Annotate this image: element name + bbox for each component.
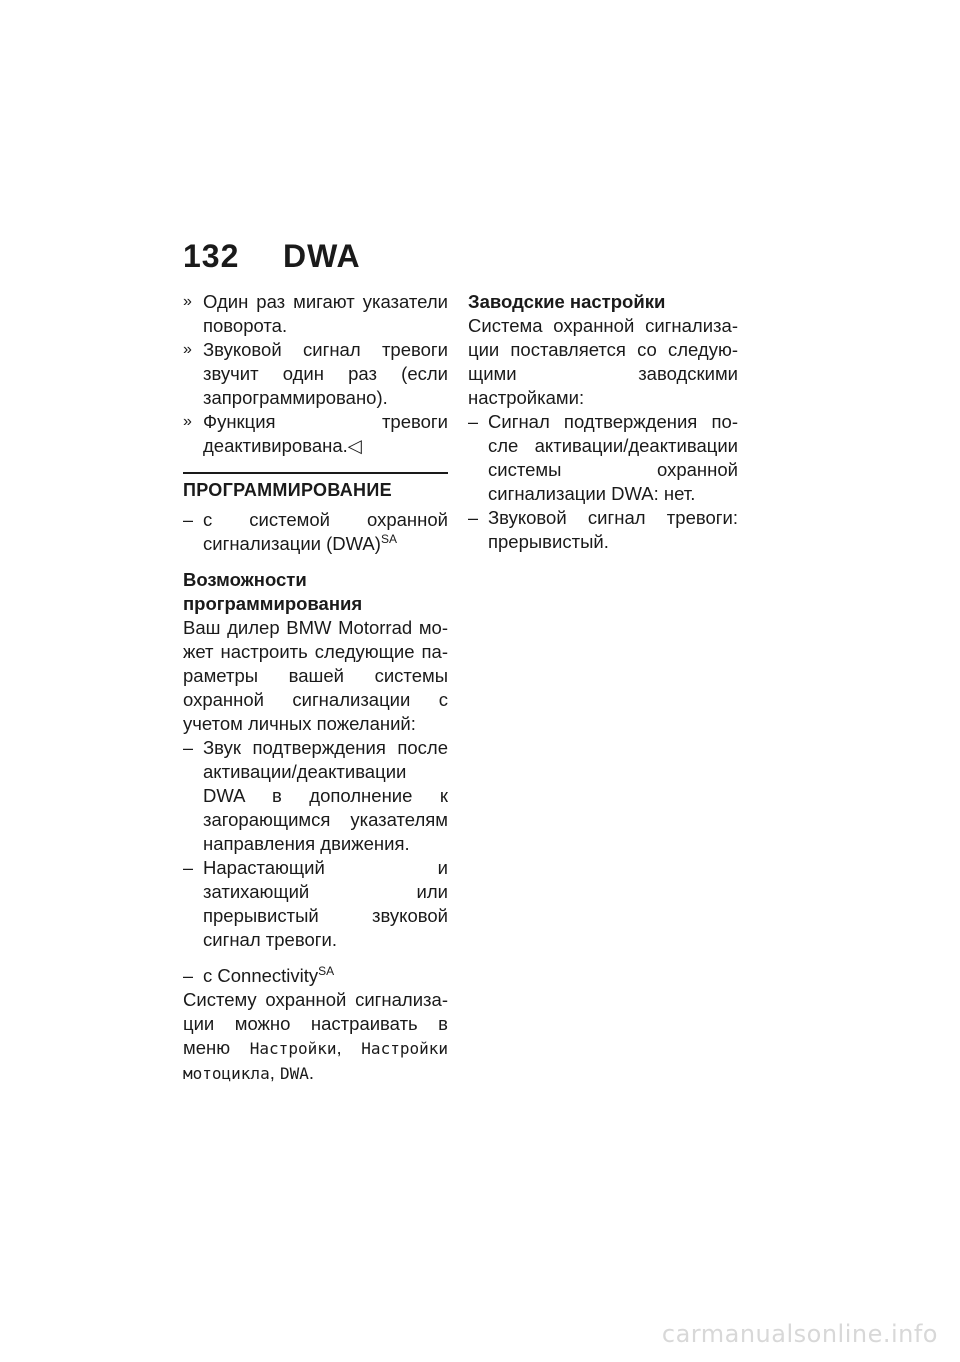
option-dwa	[183, 508, 448, 556]
result-marker: »	[183, 341, 192, 358]
menu-text: Систему охранной сигнализации можно настраивать в меню	[183, 989, 448, 1058]
result-text: Звуковой сигнал тревоги звучит один раз (если запрограммировано).	[203, 339, 448, 408]
sa-superscript: SA	[318, 963, 335, 978]
list-item-text: Звуковой сигнал тревоги: прерывистый.	[488, 507, 738, 552]
result-item	[183, 290, 448, 338]
subheading: Возможности программирования	[183, 569, 363, 614]
factory-intro: Система охранной сигнализации поставляется со следующими заводскими настройками:	[468, 315, 738, 408]
list-item	[183, 856, 448, 952]
dash-marker: –	[183, 738, 194, 758]
dash-marker: –	[183, 858, 194, 878]
result-text: Функция тревоги деактивирована.◁	[203, 411, 448, 456]
menu-separator: ,	[336, 1037, 362, 1058]
intro-paragraph: Ваш дилер BMW Motorrad может настроить следующие параметры вашей системы охранной сигнализации с учетом личных пожеланий:	[183, 617, 448, 734]
option-connectivity	[183, 964, 448, 988]
page-number: 132	[183, 238, 240, 274]
menu-path-settings: Настройки	[249, 1039, 337, 1058]
option-text: с Connectivity	[203, 965, 319, 986]
sa-superscript: SA	[380, 531, 397, 546]
list-item-text: Нарастающий и затихающий или прерывистый звуковой сигнал тревоги.	[203, 857, 448, 950]
section-heading: ПРОГРАММИРОВАНИЕ	[183, 480, 392, 500]
factory-settings-heading: Заводские настройки	[468, 291, 666, 312]
result-text: Один раз мигают указатели поворота.	[203, 291, 448, 336]
result-item	[183, 338, 448, 410]
result-marker: »	[183, 413, 192, 430]
dash-marker: –	[468, 412, 479, 432]
section-divider	[183, 472, 448, 502]
right-column	[468, 290, 738, 554]
dash-marker: –	[183, 510, 194, 530]
dash-marker: –	[468, 508, 479, 528]
result-marker: »	[183, 293, 192, 310]
result-item	[183, 410, 448, 458]
menu-path-vehicle-settings: Настройки мотоцикла	[183, 1039, 448, 1083]
list-item-text: Звук подтверждения после активации/деактивации DWA в дополнение к загорающимся указателям направления движения.	[203, 737, 448, 854]
option-text: с системой охранной сигнализации (DWA)	[203, 509, 448, 554]
menu-path-dwa: DWA	[279, 1064, 309, 1083]
menu-end: .	[308, 1062, 315, 1083]
list-item	[468, 506, 738, 554]
list-item	[468, 410, 738, 506]
dash-marker: –	[183, 966, 194, 986]
left-column	[183, 290, 448, 1086]
list-item-text: Сигнал подтверждения после активации/деактивации системы охранной сигнализации DWA: нет.	[488, 411, 738, 504]
menu-paragraph	[183, 988, 448, 1086]
page-title: DWA	[283, 238, 361, 274]
menu-separator: ,	[269, 1062, 280, 1083]
list-item	[183, 736, 448, 856]
watermark: carmanualsonline.info	[661, 1320, 938, 1348]
